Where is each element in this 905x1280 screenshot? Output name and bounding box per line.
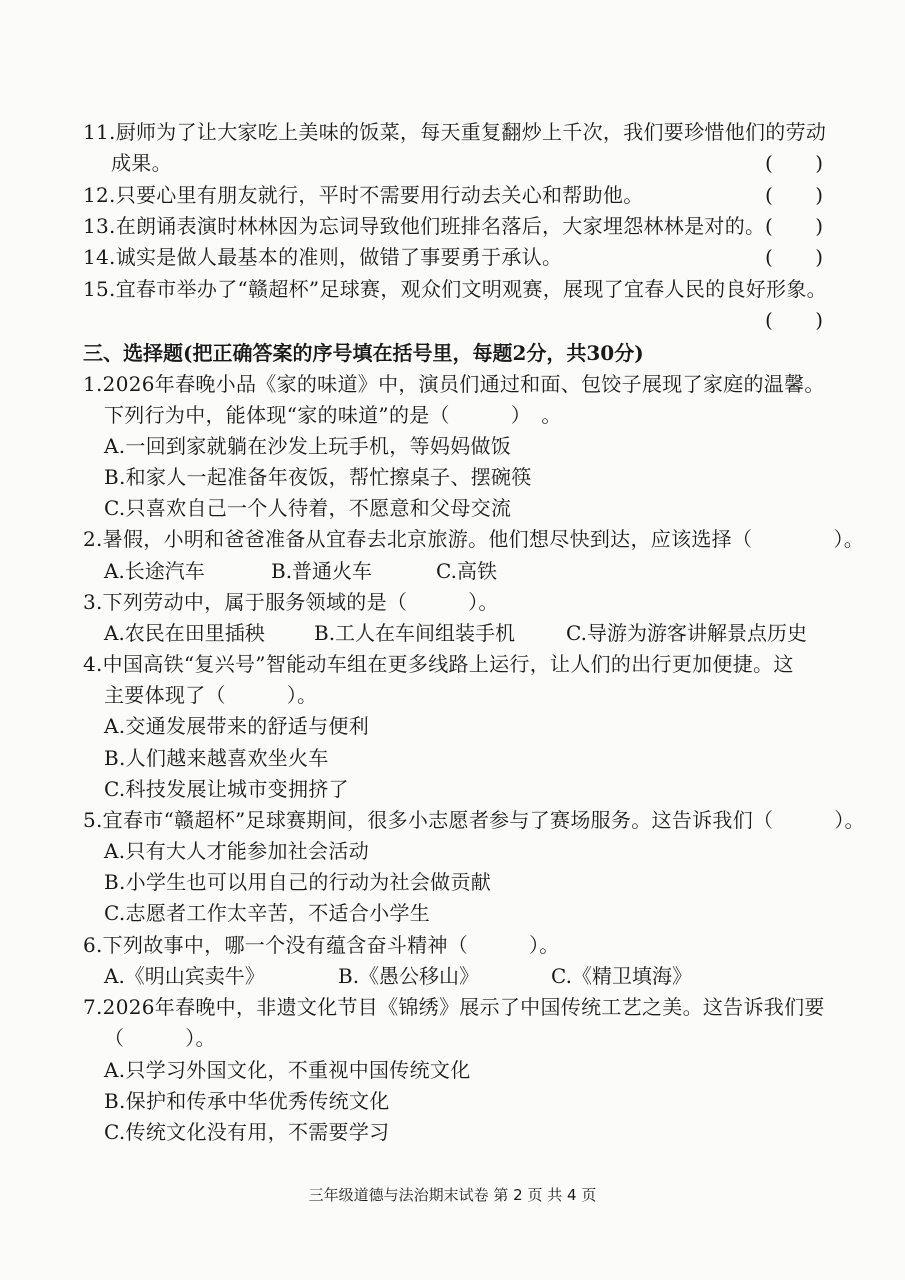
choice-6-option-b: B.《愚公移山》 <box>338 964 480 988</box>
answer-parentheses-11: ( ) <box>765 151 823 175</box>
choice-4-option-b: B.人们越来越喜欢坐火车 <box>104 746 329 770</box>
choice-2-options <box>104 556 845 586</box>
choice-question-6: 6.下列故事中，哪一个没有蕴含奋斗精神（ ）。 <box>83 933 560 957</box>
choice-3-option-a: A.农民在田里插秧 <box>104 621 265 645</box>
choice-5-option-a: A.只有大人才能参加社会活动 <box>104 839 370 863</box>
choice-4-option-a: A.交通发展带来的舒适与便利 <box>104 714 370 738</box>
choice-7-option-c: C.传统文化没有用，不需要学习 <box>104 1120 390 1144</box>
choice-question-1-continuation: 下列行为中，能体现“家的味道”的是（ ） 。 <box>104 403 562 427</box>
answer-parentheses-13: ( ) <box>765 214 823 238</box>
choice-6-option-c: C.《精卫填海》 <box>551 964 692 988</box>
choice-7-option-a: A.只学习外国文化，不重视中国传统文化 <box>104 1058 471 1082</box>
choice-7-option-b: B.保护和传承中华优秀传统文化 <box>104 1089 390 1113</box>
choice-2-option-a: A.长途汽车 <box>104 559 205 583</box>
question-13: 13.在朗诵表演时林林因为忘词导致他们班排名落后，大家埋怨林林是对的。 <box>83 214 766 238</box>
choice-question-2: 2.暑假，小明和爸爸准备从宜春去北京旅游。他们想尽快到达，应该选择（ ）。 <box>83 527 865 551</box>
choice-question-5: 5.宜春市“赣超杯”足球赛期间，很多小志愿者参与了赛场服务。这告诉我们（ ）。 <box>83 808 865 832</box>
page-footer: 三年级道德与法治期末试卷 第 2 页 共 4 页 <box>308 1186 597 1204</box>
choice-question-1: 1.2026年春晚小品《家的味道》中，演员们通过和面、包饺子展现了家庭的温馨。 <box>83 372 825 396</box>
choice-6-option-a: A.《明山宾卖牛》 <box>104 964 265 988</box>
choice-1-option-c: C.只喜欢自己一个人待着，不愿意和父母交流 <box>104 496 512 520</box>
choice-question-4-continuation: 主要体现了（ ）。 <box>104 683 318 707</box>
question-14: 14.诚实是做人最基本的准则，做错了事要勇于承认。 <box>83 245 563 269</box>
question-15: 15.宜春市举办了“赣超杯”足球赛，观众们文明观赛，展现了宜春人民的良好形象。 <box>83 277 827 301</box>
answer-parentheses-14: ( ) <box>765 245 823 269</box>
answer-parentheses-12: ( ) <box>765 183 823 207</box>
answer-parentheses-15: ( ) <box>765 308 823 332</box>
choice-3-option-c: C.导游为游客讲解景点历史 <box>566 621 807 645</box>
choice-1-option-b: B.和家人一起准备年夜饭，帮忙擦桌子、摆碗筷 <box>104 465 532 489</box>
choice-2-option-b: B.普通火车 <box>271 559 373 583</box>
choice-5-option-c: C.志愿者工作太辛苦，不适合小学生 <box>104 901 431 925</box>
question-12: 12.只要心里有朋友就行，平时不需要用行动去关心和帮助他。 <box>83 183 644 207</box>
choice-question-3: 3.下列劳动中，属于服务领域的是（ ）。 <box>83 590 499 614</box>
choice-5-option-b: B.小学生也可以用自己的行动为社会做贡献 <box>104 870 492 894</box>
choice-6-options <box>104 961 845 991</box>
choice-question-7: 7.2026年春晚中，非遗文化节目《锦绣》展示了中国传统工艺之美。这告诉我们要 <box>83 995 825 1019</box>
choice-3-option-b: B.工人在车间组装手机 <box>314 621 516 645</box>
choice-question-4: 4.中国高铁“复兴号”智能动车组在更多线路上运行，让人们的出行更加便捷。这 <box>83 652 794 676</box>
choice-1-option-a: A.一回到家就躺在沙发上玩手机，等妈妈做饭 <box>104 434 512 458</box>
section-choice-heading: 三、选择题(把正确答案的序号填在括号里，每题2分，共30分) <box>83 341 644 365</box>
choice-4-option-c: C.科技发展让城市变拥挤了 <box>104 777 349 801</box>
question-11-continuation: 成果。 <box>111 151 172 175</box>
choice-question-7-continuation: （ ）。 <box>104 1026 216 1050</box>
question-11: 11.厨师为了让大家吃上美味的饭菜，每天重复翻炒上千次，我们要珍惜他们的劳动 <box>83 120 827 144</box>
choice-3-options <box>104 618 845 648</box>
choice-2-option-c: C.高铁 <box>436 559 497 583</box>
